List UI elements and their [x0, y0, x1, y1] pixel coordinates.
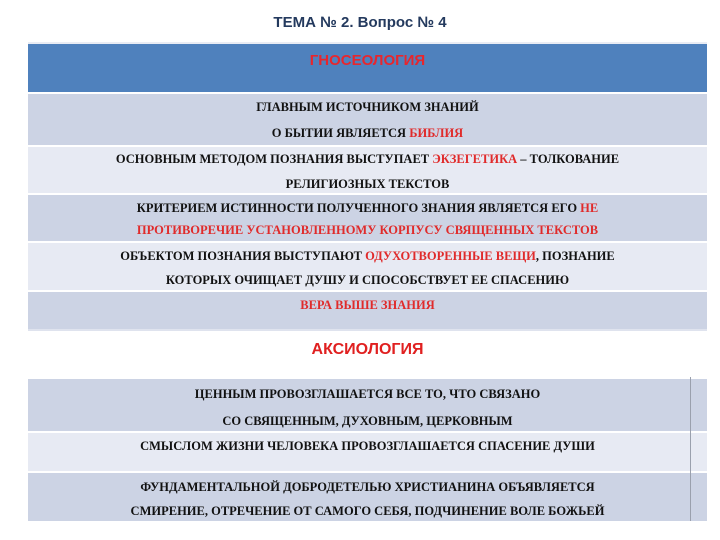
row-text: ЦЕННЫМ ПРОВОЗГЛАШАЕТСЯ ВСЕ ТО, ЧТО СВЯЗАНО	[194, 387, 541, 401]
table-divider	[690, 377, 691, 521]
row-text: ОБЪЕКТОМ ПОЗНАНИЯ ВЫСТУПАЮТ ОДУХОТВОРЕННЫЕ ВЕЩИ, ПОЗНАНИЕ	[120, 249, 615, 263]
axiology-row-1	[28, 377, 707, 431]
axiology-row-3	[28, 471, 707, 521]
gnoseology-row-5	[28, 290, 707, 329]
highlight-text: ВЕРА ВЫШЕ ЗНАНИЯ	[300, 298, 435, 312]
highlight-text: НЕ	[580, 201, 599, 215]
row-text: ГЛАВНЫМ ИСТОЧНИКОМ ЗНАНИЙ	[256, 100, 479, 114]
row-text: О БЫТИИ ЯВЛЯЕТСЯ БИБЛИЯ	[271, 126, 464, 140]
axiology-header	[28, 329, 707, 379]
row-text: ОСНОВНЫМ МЕТОДОМ ПОЗНАНИЯ ВЫСТУПАЕТ ЭКЗЕГЕТИКА – ТОЛКОВАНИЕ	[115, 152, 620, 166]
axiology-heading: АКСИОЛОГИЯ	[311, 341, 424, 358]
highlight-text: БИБЛИЯ	[409, 126, 464, 140]
highlight-text: ЭКЗЕГЕТИКА	[432, 152, 518, 166]
row-text: КОТОРЫХ ОЧИЩАЕТ ДУШУ И СПОСОБСТВУЕТ ЕЕ СПАСЕНИЮ	[165, 273, 570, 287]
row-text: СМЫСЛОМ ЖИЗНИ ЧЕЛОВЕКА ПРОВОЗГЛАШАЕТСЯ СПАСЕНИЕ ДУШИ	[140, 439, 595, 453]
highlight-text: ПРОТИВОРЕЧИЕ УСТАНОВЛЕННОМУ КОРПУСУ СВЯЩЕННЫХ ТЕКСТОВ	[136, 223, 599, 237]
axiology-row-2	[28, 431, 707, 471]
gnoseology-row-2	[28, 145, 707, 193]
gnoseology-row-1	[28, 92, 707, 145]
gnoseology-row-4	[28, 241, 707, 290]
slide-title: ТЕМА № 2. Вопрос № 4	[273, 14, 447, 31]
gnoseology-heading: ГНОСЕОЛОГИЯ	[309, 52, 426, 69]
gnoseology-header	[28, 42, 707, 94]
gnoseology-row-3	[28, 193, 707, 241]
row-text: РЕЛИГИОЗНЫХ ТЕКСТОВ	[285, 177, 450, 191]
row-text: СО СВЯЩЕННЫМ, ДУХОВНЫМ, ЦЕРКОВНЫМ	[222, 414, 513, 428]
row-text: ФУНДАМЕНТАЛЬНОЙ ДОБРОДЕТЕЛЬЮ ХРИСТИАНИНА ОБЪЯВЛЯЕТСЯ	[140, 480, 595, 494]
highlight-text: ОДУХОТВОРЕННЫЕ ВЕЩИ	[365, 249, 536, 263]
row-text: КРИТЕРИЕМ ИСТИННОСТИ ПОЛУЧЕННОГО ЗНАНИЯ ЯВЛЯЕТСЯ ЕГО НЕ	[136, 201, 599, 215]
row-text: СМИРЕНИЕ, ОТРЕЧЕНИЕ ОТ САМОГО СЕБЯ, ПОДЧИНЕНИЕ ВОЛЕ БОЖЬЕЙ	[130, 504, 605, 518]
